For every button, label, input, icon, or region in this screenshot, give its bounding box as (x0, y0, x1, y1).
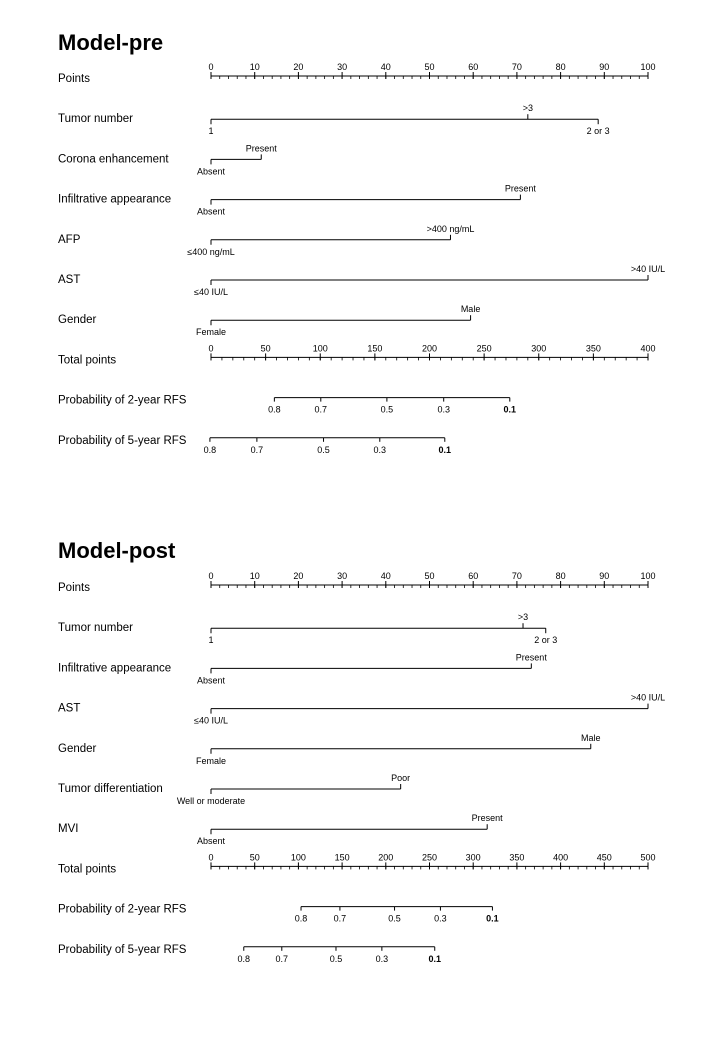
scale-tick-label: 30 (337, 62, 348, 72)
scale-tick-label: 350 (585, 343, 601, 354)
scale-tick-label: 400 (553, 852, 569, 863)
probability-tick-label: 0.7 (275, 953, 289, 964)
scale-tick-label: 50 (260, 343, 271, 354)
probability-tick-label: 0.3 (373, 444, 387, 455)
level-label: >40 IU/L (630, 692, 666, 703)
scale-tick-label: 450 (596, 852, 612, 863)
level-label: Present (515, 652, 547, 663)
row-label: Gender (58, 742, 97, 755)
scale-tick-label: 60 (468, 62, 479, 72)
scale-tick-label: 40 (380, 571, 391, 581)
scale-tick-label: 0 (208, 343, 214, 354)
row-label: Tumor differentiation (58, 783, 163, 795)
probability-tick-label: 0.7 (333, 913, 347, 924)
row-label: AST (58, 702, 81, 715)
probability-tick-label: 0.8 (268, 404, 281, 415)
scale-tick-label: 300 (531, 343, 547, 354)
level-label: Male (460, 304, 481, 315)
level-label: Poor (391, 773, 411, 783)
scale-tick-label: 500 (640, 852, 656, 863)
level-label: ≤40 IU/L (194, 287, 228, 297)
level-label: Female (195, 327, 227, 338)
row-label: Corona enhancement (58, 153, 169, 166)
probability-tick-label: 0.1 (428, 953, 442, 964)
scale-tick-label: 90 (599, 62, 610, 72)
scale-tick-label: 70 (511, 62, 522, 72)
probability-tick-label: 0.1 (438, 444, 452, 455)
row-label: AFP (58, 233, 81, 246)
level-label: Absent (196, 166, 226, 177)
row-label: Probability of 2-year RFS (58, 394, 187, 407)
scale-tick-label: 90 (599, 571, 610, 581)
scale-tick-label: 100 (640, 571, 656, 581)
scale-tick-label: 10 (249, 571, 260, 581)
probability-tick-label: 0.3 (437, 404, 450, 415)
probability-tick-label: 0.3 (434, 913, 447, 924)
probability-tick-label: 0.1 (486, 913, 499, 924)
row-label: Gender (58, 314, 97, 327)
level-label: Present (504, 183, 536, 194)
scale-tick-label: 250 (421, 852, 438, 863)
level-label: >400 ng/mL (426, 223, 475, 234)
scale-tick-label: 250 (476, 343, 492, 354)
level-label: 2 or 3 (534, 635, 558, 646)
level-label: Present (471, 813, 503, 824)
scale-tick-label: 0 (208, 62, 214, 72)
probability-tick-label: 0.8 (203, 444, 217, 455)
probability-tick-label: 0.5 (329, 953, 343, 964)
level-label: 2 or 3 (586, 126, 610, 137)
level-label: ≤400 ng/mL (187, 246, 235, 257)
level-label: Absent (196, 206, 226, 217)
scale-tick-label: 100 (290, 852, 306, 863)
probability-tick-label: 0.5 (317, 444, 330, 455)
probability-tick-label: 0.8 (237, 953, 251, 964)
level-label: >3 (517, 612, 529, 623)
panel-title: Model-pre (58, 30, 164, 55)
scale-tick-label: 300 (465, 852, 481, 863)
scale-tick-label: 0 (208, 852, 214, 863)
row-label: Tumor number (58, 113, 133, 126)
row-label: MVI (58, 823, 79, 836)
probability-tick-label: 0.5 (388, 913, 401, 924)
row-label: Infiltrative appearance (58, 662, 172, 675)
scale-tick-label: 80 (555, 62, 566, 72)
probability-tick-label: 0.8 (294, 913, 308, 924)
level-label: >40 IU/L (630, 264, 666, 274)
row-label: Points (58, 582, 90, 594)
row-label: Probability of 5-year RFS (58, 943, 187, 956)
scale-tick-label: 150 (334, 852, 350, 863)
scale-tick-label: 40 (380, 62, 391, 72)
level-label: 1 (208, 126, 214, 137)
probability-tick-label: 0.7 (250, 444, 264, 455)
row-label: Probability of 5-year RFS (58, 434, 187, 447)
scale-tick-label: 20 (293, 571, 304, 581)
row-label: Total points (58, 354, 117, 367)
scale-tick-label: 100 (312, 343, 328, 354)
scale-tick-label: 30 (337, 571, 348, 581)
probability-tick-label: 0.3 (375, 953, 389, 964)
probability-tick-label: 0.7 (314, 404, 328, 415)
probability-tick-label: 0.5 (380, 404, 394, 415)
scale-tick-label: 80 (555, 571, 566, 581)
row-label: Infiltrative appearance (58, 193, 172, 206)
level-label: Male (580, 732, 601, 743)
level-label: Well or moderate (176, 796, 246, 806)
scale-tick-label: 10 (249, 62, 260, 72)
probability-tick-label: 0.1 (503, 404, 517, 415)
scale-tick-label: 70 (511, 571, 522, 581)
level-label: Absent (196, 836, 226, 847)
level-label: >3 (522, 103, 533, 114)
scale-tick-label: 200 (421, 343, 438, 354)
row-label: Points (58, 73, 90, 85)
level-label: Present (245, 143, 277, 154)
scale-tick-label: 200 (378, 852, 394, 863)
scale-tick-label: 350 (509, 852, 525, 863)
scale-tick-label: 50 (424, 571, 435, 581)
level-label: Female (195, 755, 227, 766)
scale-tick-label: 60 (468, 571, 479, 581)
scale-tick-label: 50 (424, 62, 435, 72)
level-label: 1 (208, 635, 214, 646)
row-label: Tumor number (58, 622, 133, 635)
scale-tick-label: 20 (293, 62, 304, 72)
level-label: ≤40 IU/L (194, 715, 228, 726)
level-label: Absent (196, 675, 226, 686)
scale-tick-label: 50 (249, 852, 260, 863)
scale-tick-label: 400 (640, 343, 656, 354)
scale-tick-label: 0 (208, 571, 214, 581)
row-label: Total points (58, 863, 117, 876)
row-label: AST (58, 274, 81, 286)
row-label: Probability of 2-year RFS (58, 903, 187, 916)
scale-tick-label: 150 (367, 343, 383, 354)
panel-title: Model-post (58, 538, 176, 563)
scale-tick-label: 100 (640, 62, 656, 72)
